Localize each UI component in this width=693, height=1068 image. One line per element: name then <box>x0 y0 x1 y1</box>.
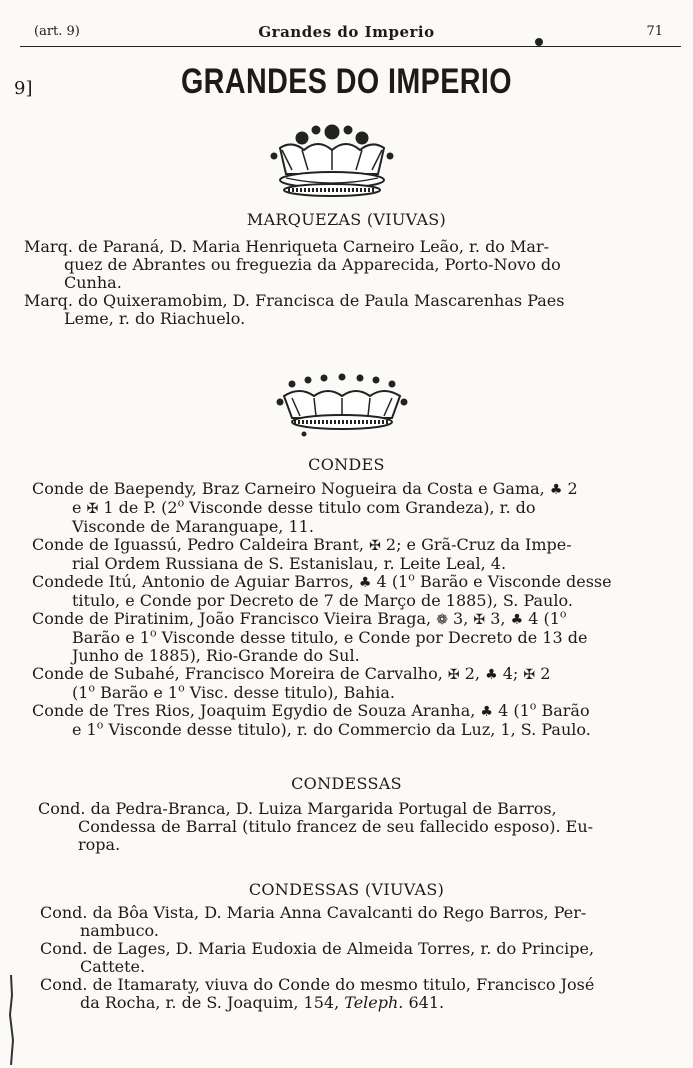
entry-text: Conde de Baependy, Braz Carneiro Nogueira da Costa e Gama, <box>32 479 545 498</box>
crown-order-icon: ♣ <box>549 482 563 498</box>
entry-text: 3, <box>490 609 506 628</box>
ordinal-mark: o <box>88 681 96 695</box>
header-title: Grandes do Imperio <box>258 23 435 41</box>
margin-stain <box>6 975 16 1065</box>
list-item <box>40 976 664 1012</box>
entry-line: titulo, e Conde por Decreto de 7 de Março de 1885), S. Paulo. <box>72 591 573 610</box>
rose-cross-icon: ✠ <box>473 612 486 628</box>
entry-line: Condessa de Barral (titulo francez de seu fallecido esposo). Eu- <box>78 817 594 836</box>
heading-marquezas-viuvas: MARQUEZAS (VIUVAS) <box>246 210 447 229</box>
entry-line: Marq. do Quixeramobim, D. Francisca de Paula Mascarenhas Paes <box>24 291 565 310</box>
entry-line: quez de Abrantes ou freguezia da Apparecida, Porto-Novo do <box>64 255 561 274</box>
entry-text: (1 <box>72 683 89 702</box>
entry-text: 4 (1 <box>376 572 409 591</box>
entry-text: 3, <box>453 609 469 628</box>
entry-text: Conde de Subahé, Francisco Moreira de Carvalho, <box>32 664 443 683</box>
rose-cross-icon: ✠ <box>523 667 536 683</box>
heading-condessas: CONDESSAS <box>291 774 402 793</box>
heading-condessas-viuvas: CONDESSAS (VIUVAS) <box>248 880 445 899</box>
entry-line: nambuco. <box>80 921 159 940</box>
crown-order-icon: ♣ <box>358 575 372 591</box>
entry-text: 4; <box>502 664 519 683</box>
entry-text: e <box>72 498 82 517</box>
entry-text: 2 <box>540 664 551 683</box>
ordinal-mark: o <box>149 626 157 640</box>
entry-line: Visconde de Maranguape, 11. <box>72 517 314 536</box>
entry-line: Cond. da Pedra-Branca, D. Luiza Margarida Portugal de Barros, <box>38 799 557 818</box>
entry-line: Cunha. <box>64 273 122 292</box>
marquis-crown-icon <box>252 118 412 203</box>
entry-line: Marq. de Paraná, D. Maria Henriqueta Carneiro Leão, r. do Mar- <box>24 237 549 256</box>
list-item <box>40 904 664 940</box>
list-item <box>40 940 664 976</box>
crown-order-icon: ♣ <box>485 667 498 683</box>
list-item <box>38 800 662 854</box>
entry-text: e 1 <box>72 720 97 739</box>
page-number: 71 <box>646 24 663 39</box>
entry-text: Barão <box>541 701 590 720</box>
entry-text: 2, <box>464 664 480 683</box>
condessas-list <box>38 800 662 854</box>
entry-text-italic: Teleph. <box>344 993 404 1012</box>
entry-text: 2; e Grã-Cruz da Impe- <box>385 535 572 554</box>
entry-text: Visconde desse titulo, e Conde por Decreto de 13 de <box>161 628 588 647</box>
list-item <box>32 570 660 610</box>
entry-text: Conde de Piratinim, João Francisco Vieira Braga, <box>32 609 432 628</box>
rose-cross-icon: ✠ <box>369 538 381 554</box>
entry-text: da Rocha, r. de S. Joaquim, 154, <box>80 993 340 1012</box>
ordinal-mark: o <box>178 681 185 695</box>
header-rule <box>20 46 681 47</box>
ordinal-mark: o <box>96 718 104 732</box>
list-item <box>32 536 660 573</box>
entry-text: Barão e 1 <box>100 683 179 702</box>
rose-cross-icon: ✠ <box>447 667 460 683</box>
list-item <box>24 292 652 328</box>
count-crown-icon <box>270 372 415 442</box>
entry-line: Cattete. <box>80 957 146 976</box>
page-title: GRANDES DO IMPERIO <box>180 62 513 101</box>
entry-line: Cond. da Bôa Vista, D. Maria Anna Cavalcanti do Rego Barros, Per- <box>40 903 587 922</box>
condes-list <box>32 480 660 739</box>
list-item <box>32 665 660 702</box>
entry-text: Visconde desse titulo com Grandeza), r. do <box>189 498 536 517</box>
round-order-icon: ❁ <box>436 612 448 628</box>
section-number: 9] <box>14 78 33 99</box>
heading-condes: CONDES <box>308 455 385 474</box>
ordinal-mark: o <box>529 699 537 713</box>
list-item <box>32 480 660 536</box>
header-ornament-dot <box>535 38 543 46</box>
entry-line: Leme, r. do Riachuelo. <box>64 309 246 328</box>
rose-cross-icon: ✠ <box>86 501 99 517</box>
entry-line: Junho de 1885), Rio-Grande do Sul. <box>72 646 360 665</box>
entry-text: 4 (1 <box>498 701 530 720</box>
list-item <box>32 699 660 739</box>
entry-text: Visconde desse titulo), r. do Commercio da Luz, 1, S. Paulo. <box>108 720 591 739</box>
entry-text: Conde de Tres Rios, Joaquim Egydio de Souza Aranha, <box>32 701 476 720</box>
entry-text: Condede Itú, Antonio de Aguiar Barros, <box>32 572 354 591</box>
entry-text: Barão e Visconde desse <box>419 572 612 591</box>
ordinal-mark: o <box>177 496 185 510</box>
header-article-ref: (art. 9) <box>34 24 80 39</box>
entry-text: Visc. desse titulo), Bahia. <box>189 683 396 702</box>
entry-text: 4 (1 <box>528 609 560 628</box>
entry-text: 641. <box>408 993 445 1012</box>
ordinal-mark: o <box>408 570 415 584</box>
entry-line: ropa. <box>78 835 121 854</box>
marquezas-list <box>24 238 652 328</box>
entry-line: Cond. de Itamaraty, viuva do Conde do mesmo titulo, Francisco José <box>40 975 595 994</box>
running-header <box>0 18 693 48</box>
entry-line: Cond. de Lages, D. Maria Eudoxia de Almeida Torres, r. do Principe, <box>40 939 595 958</box>
crown-order-icon: ♣ <box>510 612 524 628</box>
list-item <box>24 238 652 292</box>
ordinal-mark: o <box>559 607 567 621</box>
condessas-viuvas-list <box>40 904 664 1012</box>
entry-line: rial Ordem Russiana de S. Estanislau, r. Leite Leal, 4. <box>72 554 507 573</box>
list-item <box>32 607 660 665</box>
crown-order-icon: ♣ <box>480 704 493 720</box>
entry-text: Conde de Iguassú, Pedro Caldeira Brant, <box>32 535 364 554</box>
entry-text: 1 de P. (2 <box>103 498 178 517</box>
entry-text: 2 <box>567 479 578 498</box>
entry-text: Barão e 1 <box>72 628 150 647</box>
